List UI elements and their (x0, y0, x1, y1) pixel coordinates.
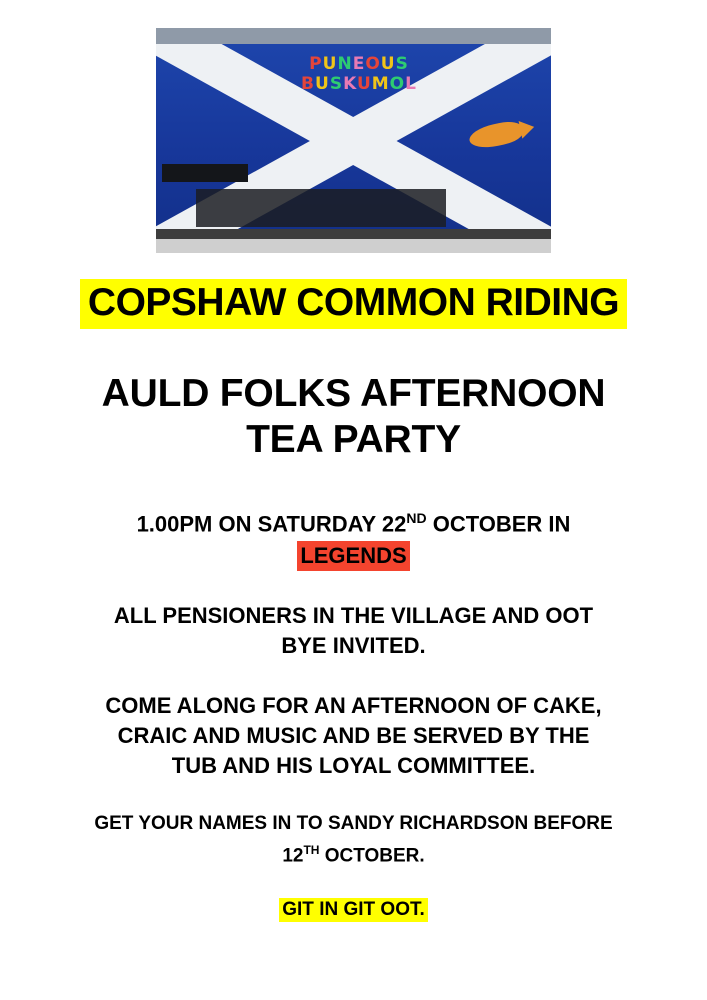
invited-line-1: ALL PENSIONERS IN THE VILLAGE AND OOT (113, 603, 594, 629)
rsvp-text (44, 811, 664, 869)
photo-top-strip (156, 28, 551, 44)
come-along-line-2: CRAIC AND MUSIC AND BE SERVED BY THE (117, 723, 590, 749)
photo-bottom-strip-light (156, 239, 551, 253)
invited-text (44, 601, 664, 661)
rsvp-date-suffix: OCTOBER. (319, 845, 425, 867)
rsvp-date-ordinal: TH (303, 843, 320, 858)
rsvp-date-prefix: 12 (282, 845, 304, 867)
event-time-suffix: OCTOBER IN (426, 511, 571, 537)
headline-line-1: AULD FOLKS AFTERNOON (101, 372, 606, 415)
footer-slogan: GIT IN GIT OOT. (279, 898, 428, 922)
venue-name: LEGENDS (297, 541, 409, 571)
come-along-line-1: COME ALONG FOR AN AFTERNOON OF CAKE, (105, 693, 602, 719)
flag-photo (156, 28, 551, 253)
event-title: COPSHAW COMMON RIDING (87, 281, 620, 324)
event-title-highlight (80, 279, 627, 329)
photo-bottom-strip-dark (156, 229, 551, 239)
photo-dark-bar-bottom (196, 189, 446, 227)
come-along-line-3: TUB AND HIS LOYAL COMMITTEE. (171, 753, 536, 779)
flag-letters: PUNEOUS BUSKUMOL (301, 54, 417, 94)
come-along-text (44, 691, 664, 781)
invited-line-2: BYE INVITED. (281, 633, 426, 659)
event-time-prefix: 1.00PM ON SATURDAY 22 (136, 511, 407, 537)
rsvp-line-2 (44, 837, 664, 869)
photo-dark-bar-left (162, 164, 248, 182)
event-date-ordinal: ND (406, 510, 427, 526)
headline (34, 371, 674, 463)
rsvp-line-1: GET YOUR NAMES IN TO SANDY RICHARDSON BEFORE (94, 813, 613, 835)
headline-line-2: TEA PARTY (246, 418, 461, 461)
event-time-line (44, 503, 664, 571)
